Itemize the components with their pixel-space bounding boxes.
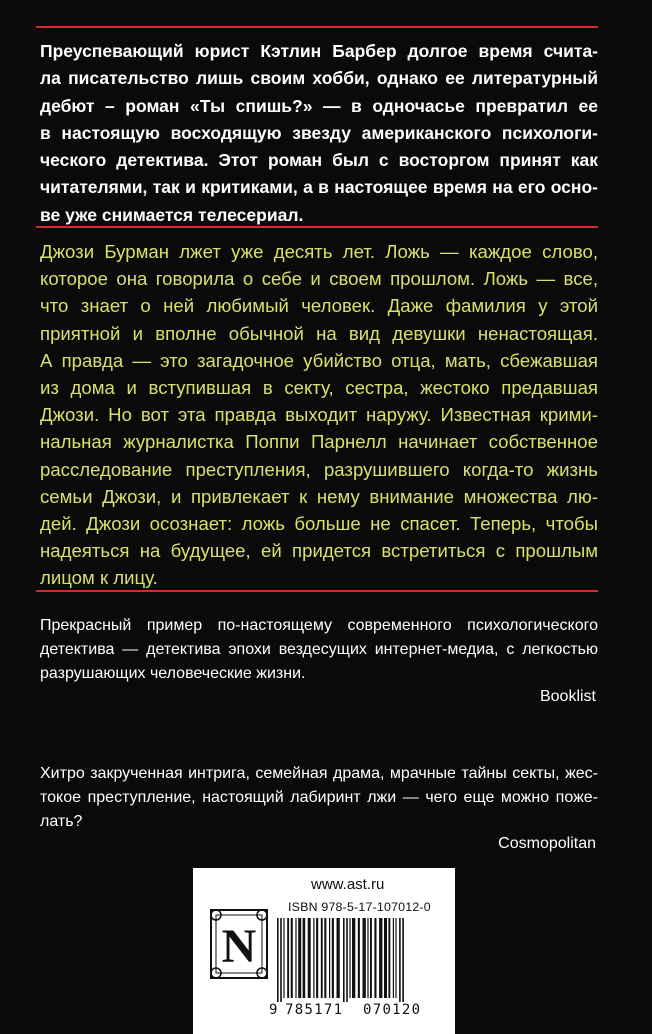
synopsis-line: нальная журналистка Поппи Парнелл начинает собственное: [40, 431, 598, 453]
intro-line: читателями, так и критиками, а в настоящее время на его осно-: [40, 177, 598, 198]
barcode-panel: [193, 868, 455, 1034]
barcode-digit-group: 070120: [363, 1002, 422, 1018]
intro-line: в настоящую восходящую звезду американского психологи-: [40, 122, 598, 143]
synopsis-line: А правда — это загадочное убийство отца, мать, сбежавшая: [40, 349, 598, 371]
synopsis-line: дей. Джози осознает: ложь больше не спасет. Теперь, чтобы: [40, 513, 598, 535]
barcode-bar: [346, 918, 348, 1002]
barcode-bar: [308, 918, 311, 998]
barcode-bar: [367, 918, 368, 998]
barcode-bar: [283, 918, 284, 998]
barcode-bar: [295, 918, 296, 998]
intro-line: Преуспевающий юрист Кэтлин Барбер долгое время счита-: [40, 41, 598, 61]
isbn-number: ISBN 978-5-17-107012-0: [288, 900, 431, 914]
barcode-bar: [329, 918, 330, 998]
synopsis-line: которое она говорила о себе и своем прошлом. Ложь — все,: [40, 268, 598, 290]
middle-red-rule: [36, 226, 598, 228]
barcode-bars: [275, 918, 447, 1002]
synopsis-line: Джози Бурман лжет уже десять лет. Ложь — каждое слово,: [40, 241, 598, 262]
synopsis-line: расследование преступления, разрушившего когда-то жизнь: [40, 458, 598, 480]
logo-letter: N: [221, 920, 257, 973]
barcode-bar: [402, 918, 404, 1002]
quote-source: Booklist: [539, 688, 596, 705]
barcode-bar: [388, 918, 390, 998]
quote-source: Cosmopolitan: [498, 835, 596, 852]
barcode-bar: [374, 918, 376, 998]
barcode-bar: [358, 918, 360, 998]
barcode-bar: [291, 918, 293, 998]
barcode-bar: [384, 918, 387, 998]
intro-line: ческого детектива. Этот роман был с восторгом принят как: [40, 150, 598, 171]
bottom-red-rule: [36, 590, 598, 592]
quote-line: Хитро закрученная интрига, семейная драма, мрачные тайны секты, жес-: [40, 765, 598, 782]
synopsis-line: приятной и вполне обычной на вид девушки ненастоящая.: [40, 322, 598, 344]
intro-line: ла писательство лишь своим хобби, однако ее литературный: [40, 68, 598, 89]
barcode-bar: [349, 918, 350, 998]
quote-line: разрушающих человеческие жизни.: [40, 665, 306, 682]
barcode-bar: [321, 918, 323, 998]
barcode-bar: [280, 918, 282, 1002]
barcode-bar: [337, 918, 340, 998]
intro-line: ве уже снимается телесериал.: [40, 204, 304, 225]
author-intro: [40, 38, 598, 229]
barcode-digit-group: 785171: [285, 1002, 344, 1018]
barcode-bar: [343, 918, 345, 1002]
synopsis-line: надеяться на будущее, ей придется встретиться с прошлым: [40, 540, 598, 562]
review-quote-booklist: [40, 614, 598, 686]
synopsis-line: лицом к лицу.: [40, 567, 158, 589]
publisher-logo-icon: [207, 906, 271, 982]
review-quote-cosmopolitan: [40, 762, 598, 834]
barcode-bar: [316, 918, 318, 998]
quote-line: токое преступление, настоящий лабиринт лжи — чего еще можно поже-: [40, 789, 598, 806]
barcode-bar: [399, 918, 401, 1002]
synopsis-line: семьи Джози, и привлекает к нему внимание множества лю-: [40, 485, 598, 507]
quote-line: Прекрасный пример по-настоящему современного психологического: [40, 617, 598, 634]
quote-line: лать?: [40, 813, 83, 830]
synopsis-line: Джози. Но вот эта правда выходит наружу. Известная крими-: [40, 404, 598, 426]
barcode-bar: [313, 918, 314, 998]
barcode-bar: [324, 918, 326, 998]
barcode-bar: [395, 918, 396, 998]
barcode-bar: [379, 918, 382, 998]
barcode-bar: [363, 918, 366, 998]
top-red-rule: [36, 26, 598, 28]
barcode-bar: [298, 918, 301, 998]
barcode-bar: [352, 918, 355, 998]
barcode-bar: [332, 918, 334, 998]
synopsis-line: из дома и вступившая в секту, сестра, жестоко предавшая: [40, 377, 598, 399]
barcode-bar: [370, 918, 372, 998]
quote-line: детектива — детектива эпохи вездесущих интернет-медиа, с легкостью: [40, 641, 598, 658]
intro-line: дебют – роман «Ты спишь?» — в одночасье превратил ее: [40, 95, 598, 116]
book-synopsis: [40, 238, 598, 592]
barcode-bar: [287, 918, 289, 998]
barcode-bar: [393, 918, 394, 998]
publisher-website: www.ast.ru: [311, 876, 385, 893]
barcode-bar: [277, 918, 279, 1002]
barcode-bar: [303, 918, 306, 998]
synopsis-line: что знает о ней любимый человек. Даже фамилия у этой: [40, 295, 598, 317]
barcode-lead-digit: 9: [269, 1002, 278, 1018]
